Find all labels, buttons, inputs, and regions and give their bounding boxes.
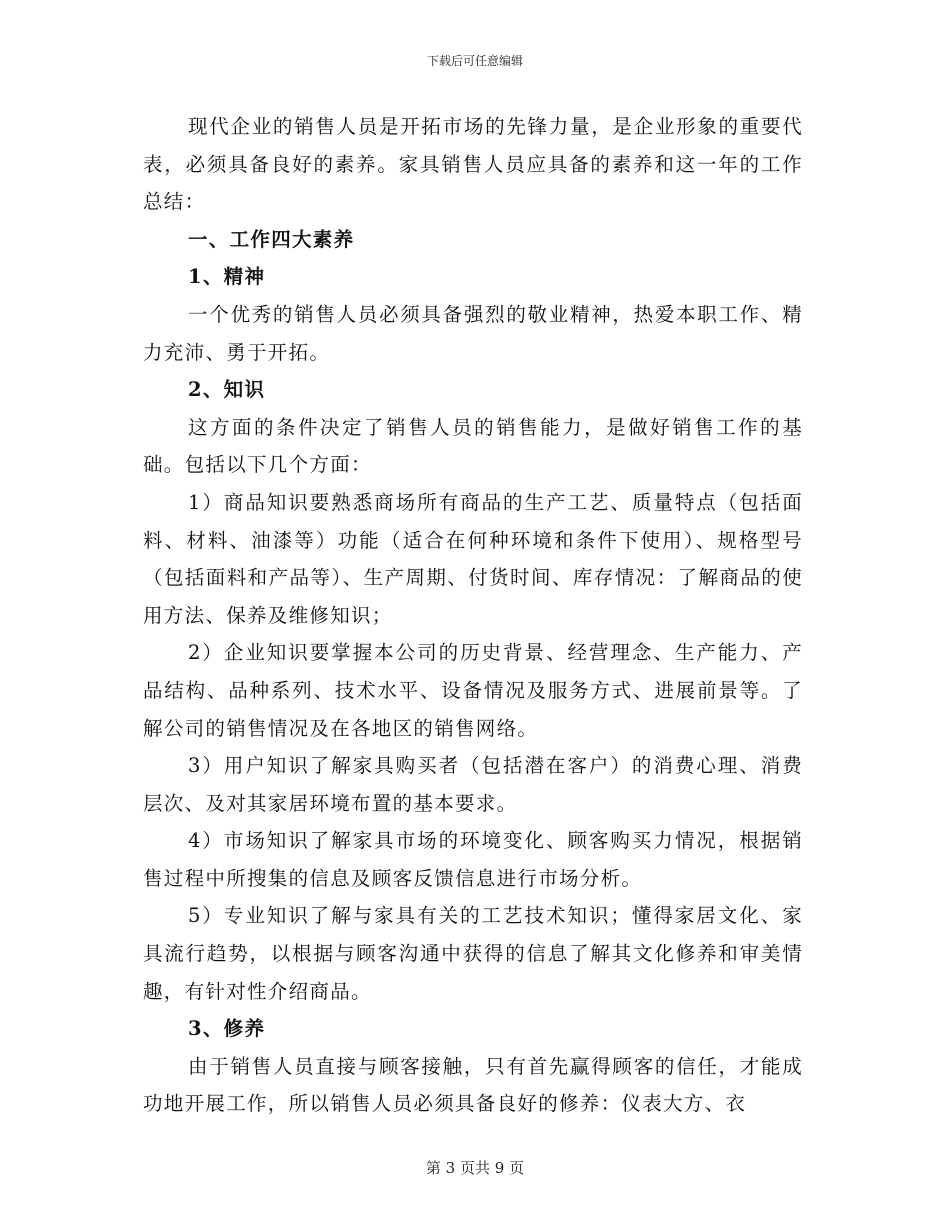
document-body xyxy=(143,108,803,1123)
cultivation-paragraph: 由于销售人员直接与顾客接触，只有首先赢得顾客的信任，才能成功地开展工作，所以销售人员必须具备良好的修养：仪表大方、衣 xyxy=(143,1054,803,1116)
intro-paragraph: 现代企业的销售人员是开拓市场的先锋力量，是企业形象的重要代表，必须具备良好的素养。家具销售人员应具备的素养和这一年的工作总结： xyxy=(143,115,803,214)
subsection-heading-spirit: 1、精神 xyxy=(188,265,266,289)
list-item-product-knowledge: 1）商品知识要熟悉商场所有商品的生产工艺、质量特点（包括面料、材料、油漆等）功能（适合在何种环境和条件下使用）、规格型号（包括面料和产品等）、生产周期、付货时间、库存情况：了解商品的使用方法、保养及维修知识； xyxy=(143,490,803,627)
page-number: 第 3 页共 9 页 xyxy=(425,1159,525,1177)
subsection-heading-cultivation: 3、修养 xyxy=(188,1017,266,1041)
page-header: 下载后可任意编辑 xyxy=(426,54,523,68)
list-item-market-knowledge: 4）市场知识了解家具市场的环境变化、顾客购买力情况，根据销售过程中所搜集的信息及顾客反馈信息进行市场分析。 xyxy=(143,829,803,890)
section-heading: 一、工作四大素养 xyxy=(188,227,355,251)
knowledge-paragraph: 这方面的条件决定了销售人员的销售能力，是做好销售工作的基础。包括以下几个方面： xyxy=(143,415,803,477)
list-item-company-knowledge: 2）企业知识要掌握本公司的历史背景、经营理念、生产能力、产品结构、品种系列、技术水平、设备情况及服务方式、进展前景等。了解公司的销售情况及在各地区的销售网络。 xyxy=(143,641,803,740)
list-item-professional-knowledge: 5）专业知识了解与家具有关的工艺技术知识；懂得家居文化、家具流行趋势，以根据与顾客沟通中获得的信息了解其文化修养和审美情趣，有针对性介绍商品。 xyxy=(143,904,803,1003)
subsection-heading-knowledge: 2、知识 xyxy=(188,378,266,402)
list-item-user-knowledge: 3）用户知识了解家具购买者（包括潜在客户）的消费心理、消费层次、及对其家居环境布置的基本要求。 xyxy=(143,754,803,815)
spirit-paragraph: 一个优秀的销售人员必须具备强烈的敬业精神，热爱本职工作、精力充沛、勇于开拓。 xyxy=(143,302,803,364)
